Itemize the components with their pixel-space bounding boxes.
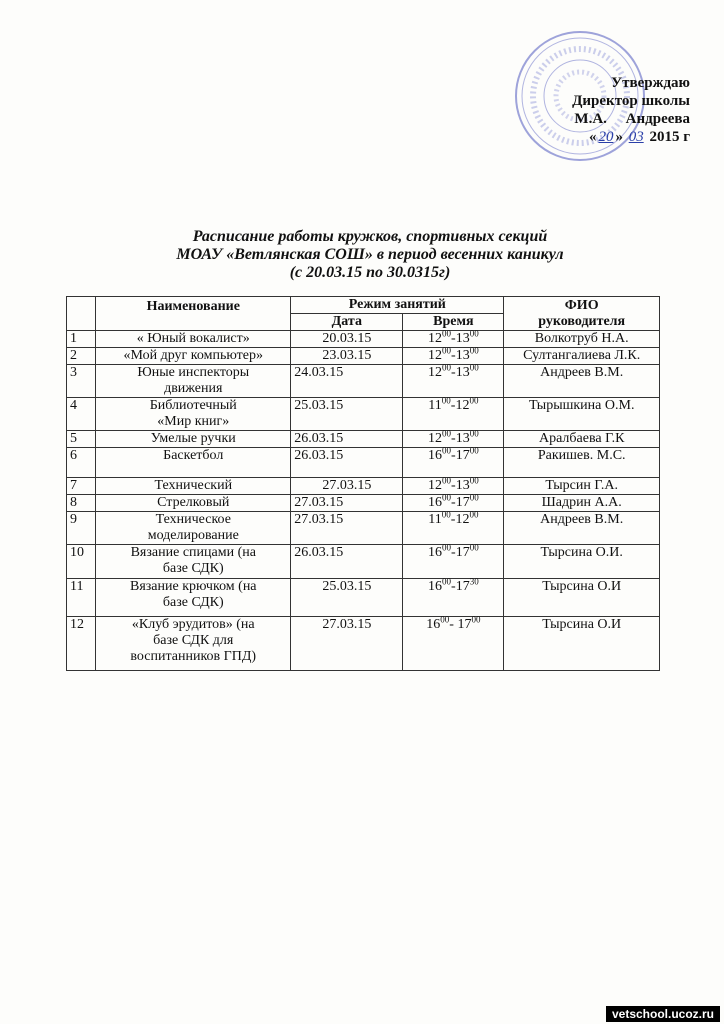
time-start-hour: 16 [428,448,443,463]
cell-time [403,345,504,365]
title-line-3: (с 20.03.15 по 30.0315г) [289,264,451,281]
time-end-min: 00 [469,428,479,439]
cell-name-line: базе СДК) [162,561,224,576]
cell-name-line: Баскетбол [163,448,224,463]
time-start-hour: 16 [426,617,441,632]
time-start-min: 00 [442,542,452,553]
cell-num: 9 [67,512,96,545]
time-start-min: 00 [441,509,451,520]
time-end-hour: 17 [455,545,470,560]
cell-name-line: Техническое [155,512,231,527]
cell-name [96,398,291,431]
cell-time [403,362,504,398]
time-end-hour: 12 [455,398,470,413]
time-end-hour: 13 [455,348,470,363]
cell-date: 27.03.15 [291,512,403,545]
time-start-hour: 12 [428,431,443,446]
header-time: Время [403,314,504,331]
header-name: Наименование [96,297,291,331]
cell-num: 12 [67,617,96,671]
cell-fio: Волкотруб Н.А. [504,331,660,348]
cell-name-line: Технический [154,478,233,493]
cell-fio: Тырсина О.И. [504,545,660,579]
time-end-hour: 13 [455,331,470,346]
cell-date: 23.03.15 [291,348,403,365]
cell-name [96,579,291,617]
time-end-min: 00 [469,445,479,456]
cell-name [96,448,291,478]
time-end-min: 00 [469,345,479,356]
cell-time [403,576,504,617]
cell-time [403,492,504,512]
cell-name-line: базе СДК) [162,595,224,610]
cell-name-line: Библиотечный [149,398,237,413]
time-separator: - [450,398,456,413]
approval-line-director: Директор школы [572,93,690,109]
title-line-2: МОАУ «Ветлянская СОШ» в период весенних каникул [176,246,564,263]
cell-time [403,614,504,671]
time-start-min: 00 [440,614,450,625]
cell-name-line: «Клуб эрудитов» (на [131,617,255,632]
time-separator: - [449,617,458,632]
header-date: Дата [291,314,403,331]
cell-name [96,331,291,348]
time-end-hour: 13 [455,478,470,493]
time-end-hour: 17 [457,617,472,632]
time-end-min: 00 [469,509,479,520]
time-start-hour: 16 [428,495,443,510]
cell-fio: Тырсина О.И [504,617,660,671]
cell-date: 27.03.15 [291,478,403,495]
cell-name [96,365,291,398]
cell-num: 10 [67,545,96,579]
cell-fio: Андреев В.М. [504,512,660,545]
time-start-hour: 11 [428,512,442,527]
table-row [67,348,660,365]
cell-date: 26.03.15 [291,545,403,579]
time-end-hour: 17 [455,579,470,594]
time-separator: - [451,331,456,346]
time-end-min: 00 [469,362,479,373]
table-row [67,331,660,348]
cell-name [96,478,291,495]
time-start-min: 00 [442,576,452,587]
time-separator: - [451,348,456,363]
cell-date: 20.03.15 [291,331,403,348]
cell-name-line: моделирование [147,528,239,543]
time-separator: - [451,495,456,510]
table-row [67,448,660,478]
time-start-hour: 12 [428,478,443,493]
table-row [67,398,660,431]
header-mode: Режим занятий [291,297,504,314]
time-start-hour: 12 [428,348,443,363]
time-end-hour: 17 [455,495,470,510]
time-end-min: 30 [469,576,479,587]
time-start-min: 00 [441,395,451,406]
time-start-min: 00 [442,345,452,356]
cell-fio: Тырсина О.И [504,579,660,617]
schedule-table [66,296,660,671]
cell-fio: Андреев В.М. [504,365,660,398]
time-separator: - [451,431,456,446]
cell-name-line: Умелые ручки [150,431,236,446]
cell-fio: Шадрин А.А. [504,495,660,512]
cell-name-line: базе СДК для [153,633,234,648]
cell-date: 25.03.15 [291,398,403,431]
cell-num: 3 [67,365,96,398]
time-separator: - [451,448,456,463]
time-end-min: 00 [471,614,481,625]
cell-num: 11 [67,579,96,617]
cell-date: 25.03.15 [291,579,403,617]
table-row [67,365,660,398]
approval-date: « 20 » 03 2015 г [588,129,690,145]
time-end-min: 00 [469,395,479,406]
time-end-min: 00 [469,475,479,486]
time-separator: - [451,478,456,493]
director-initials: М.А. [574,111,607,127]
cell-name-line: «Мой друг компьютер» [123,348,263,363]
approval-day: 20 [598,129,614,145]
table-row [67,545,660,579]
cell-name [96,512,291,545]
approval-block [520,74,690,146]
cell-name-line: Вязание спицами (на [130,545,256,560]
header-num [67,297,96,331]
time-end-min: 00 [469,328,479,339]
time-end-hour: 12 [455,512,470,527]
table-row [67,431,660,448]
cell-date: 27.03.15 [291,495,403,512]
director-surname: Андреева [625,111,690,127]
cell-num: 6 [67,448,96,478]
time-end-hour: 13 [455,365,470,380]
time-start-min: 00 [442,328,452,339]
cell-time [403,428,504,448]
approval-year: 2015 г [649,129,690,145]
cell-fio: Султангалиева Л.К. [504,348,660,365]
time-start-min: 00 [442,362,452,373]
document-title [150,228,590,282]
cell-time [403,475,504,495]
cell-time [403,328,504,348]
cell-name-line: « Юный вокалист» [136,331,250,346]
cell-num: 7 [67,478,96,495]
cell-name-line: Юные инспекторы [137,365,250,380]
cell-name-line: Стрелковый [157,495,230,510]
table-row [67,579,660,617]
table-row [67,617,660,671]
table-body [67,328,660,671]
cell-name-line: движения [164,381,223,396]
cell-time [403,509,504,545]
table-row [67,495,660,512]
table-row [67,512,660,545]
time-start-hour: 16 [428,579,443,594]
cell-num: 2 [67,348,96,365]
approval-month: 03 [628,129,644,145]
table-row [67,478,660,495]
cell-name-line: воспитанников ГПД) [130,649,257,664]
time-start-min: 00 [442,475,452,486]
site-watermark: vetschool.ucoz.ru [606,1006,720,1022]
time-end-min: 00 [469,542,479,553]
cell-name [96,348,291,365]
cell-fio: Аралбаева Г.К [504,431,660,448]
cell-date: 27.03.15 [291,617,403,671]
approval-line-name [520,110,690,128]
cell-name-line: «Мир книг» [157,414,230,429]
approval-line-approve: Утверждаю [611,75,690,91]
cell-time [403,542,504,579]
cell-num: 5 [67,431,96,448]
time-separator: - [451,365,456,380]
time-end-hour: 17 [455,448,470,463]
time-end-hour: 13 [455,431,470,446]
title-line-1: Расписание работы кружков, спортивных секций [192,228,548,245]
cell-name [96,545,291,579]
time-end-min: 00 [469,492,479,503]
time-start-hour: 11 [428,398,442,413]
cell-time [403,445,504,478]
header-fio: ФИО руководителя [504,297,660,331]
time-start-hour: 12 [428,365,443,380]
cell-num: 8 [67,495,96,512]
table-header-row [67,297,660,314]
cell-date: 26.03.15 [291,448,403,478]
cell-fio: Ракишев. М.С. [504,448,660,478]
cell-num: 1 [67,331,96,348]
cell-fio: Тырсин Г.А. [504,478,660,495]
cell-name [96,495,291,512]
time-separator: - [451,579,456,594]
cell-name [96,431,291,448]
time-start-min: 00 [442,445,452,456]
cell-name-line: Вязание крючком (на [129,579,257,594]
cell-time [403,395,504,431]
time-start-min: 00 [442,428,452,439]
cell-num: 4 [67,398,96,431]
time-separator: - [450,512,456,527]
cell-fio: Тырышкина О.М. [504,398,660,431]
cell-name [96,617,291,671]
time-start-hour: 12 [428,331,443,346]
time-start-hour: 16 [428,545,443,560]
cell-date: 26.03.15 [291,431,403,448]
time-start-min: 00 [442,492,452,503]
cell-date: 24.03.15 [291,365,403,398]
time-separator: - [451,545,456,560]
